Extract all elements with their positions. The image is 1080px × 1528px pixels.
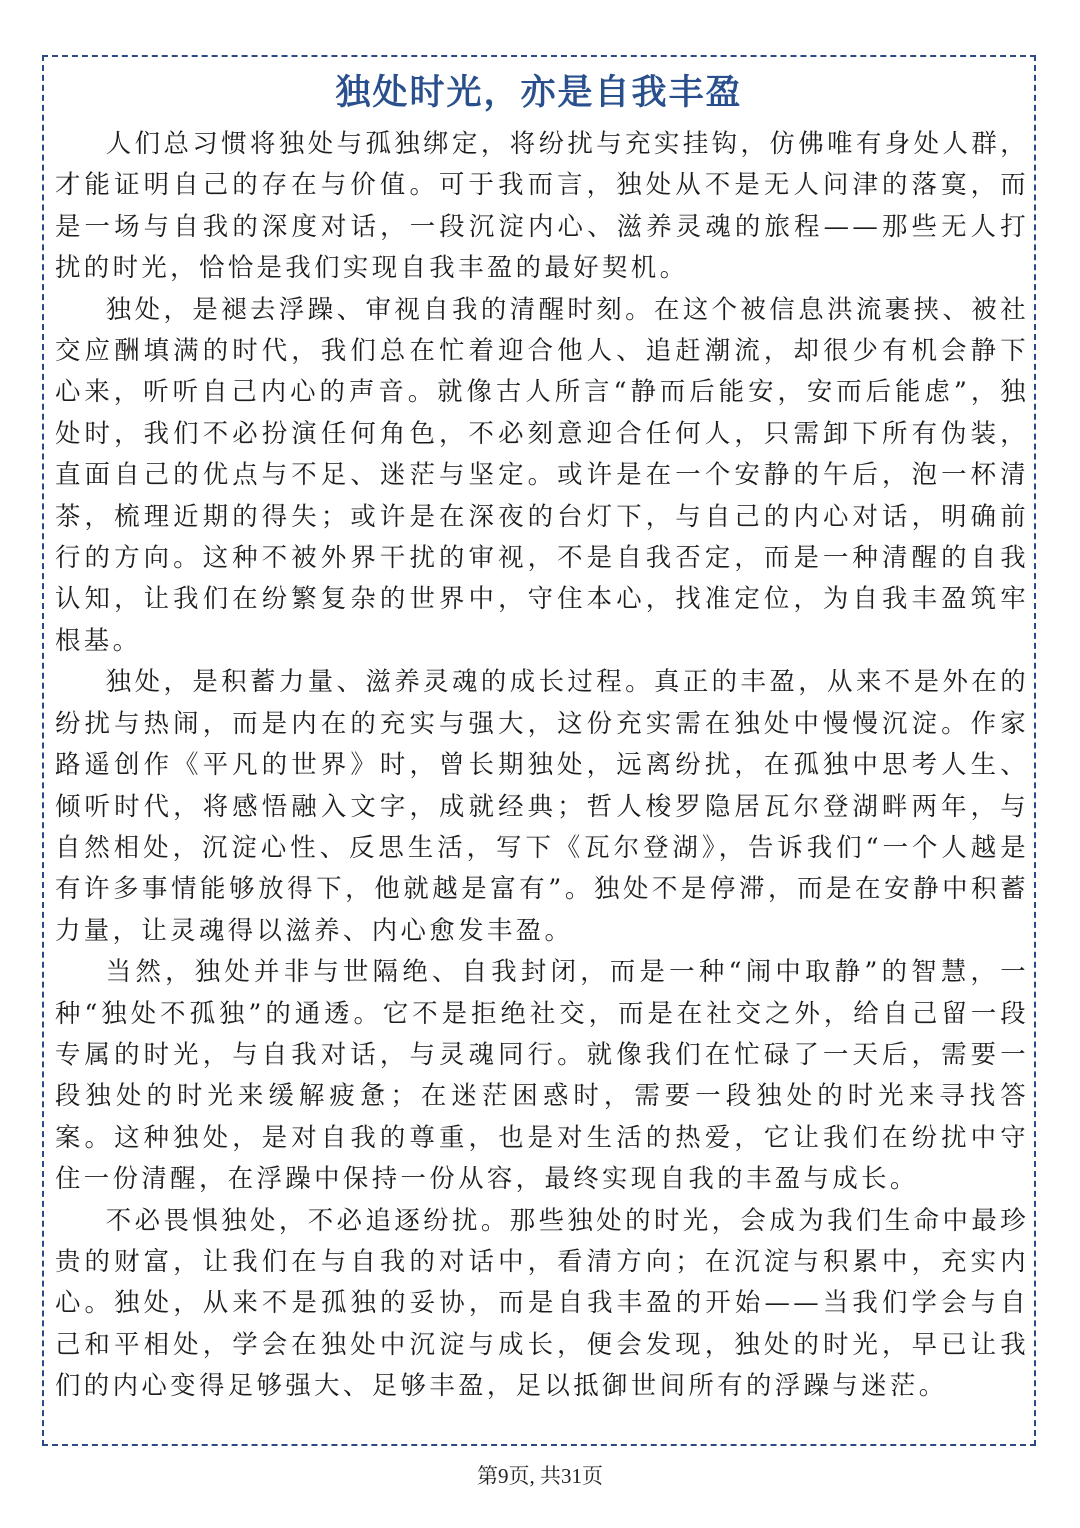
paragraph-1: 人们总习惯将独处与孤独绑定，将纷扰与充实挂钩，仿佛唯有身处人群，才能证明自己的存在与价值。可于我而言，独处从不是无人问津的落寞，而是一场与自我的深度对话，一段沉淀内心、滋养灵魂的旅程——那些无人打扰的时光，恰恰是我们实现自我丰盈的最好契机。 [55,128,1029,283]
paragraph-5: 不必畏惧独处，不必追逐纷扰。那些独处的时光，会成为我们生命中最珍贵的财富，让我们在与自我的对话中，看清方向；在沉淀与积累中，充实内心。独处，从来不是孤独的妥协，而是自我丰盈的开始——当我们学会与自己和平相处，学会在独处中沉淀与成长，便会发现，独处的时光，早已让我们的内心变得足够强大、足够丰盈，足以抵御世间所有的浮躁与迷茫。 [55,1204,1029,1401]
article-body [55,123,1029,1407]
paragraph-2: 独处，是褪去浮躁、审视自我的清醒时刻。在这个被信息洪流裹挟、被社交应酬填满的时代，我们总在忙着迎合他人、追赶潮流，却很少有机会静下心来，听听自己内心的声音。就像古人所言“静而后能安，安而后能虑”，独处时，我们不必扮演任何角色，不必刻意迎合任何人，只需卸下所有伪装，直面自己的优点与不足、迷茫与坚定。或许是在一个安静的午后，泡一杯清茶，梳理近期的得失；或许是在深夜的台灯下，与自己的内心对话，明确前行的方向。这种不被外界干扰的审视，不是自我否定，而是一种清醒的自我认知，让我们在纷繁复杂的世界中，守住本心，找准定位，为自我丰盈筑牢根基。 [55,293,1029,655]
page-border-frame [42,55,1036,1446]
paragraph-4: 当然，独处并非与世隔绝、自我封闭，而是一种“闹中取静”的智慧，一种“独处不孤独”的通透。它不是拒绝社交，而是在社交之外，给自己留一段专属的时光，与自我对话，与灵魂同行。就像我们在忙碌了一天后，需要一段独处的时光来缓解疲惫；在迷茫困惑时，需要一段独处的时光来寻找答案。这种独处，是对自我的尊重，也是对生活的热爱，它让我们在纷扰中守住一份清醒，在浮躁中保持一份从容，最终实现自我的丰盈与成长。 [55,956,1029,1194]
paragraph-3: 独处，是积蓄力量、滋养灵魂的成长过程。真正的丰盈，从来不是外在的纷扰与热闹，而是内在的充实与强大，这份充实需在独处中慢慢沉淀。作家路遥创作《平凡的世界》时，曾长期独处，远离纷扰，在孤独中思考人生、倾听时代，将感悟融入文字，成就经典；哲人梭罗隐居瓦尔登湖畔两年，与自然相处，沉淀心性、反思生活，写下《瓦尔登湖》，告诉我们“一个人越是有许多事情能够放得下，他就越是富有”。独处不是停滞，而是在安静中积蓄力量，让灵魂得以滋养、内心愈发丰盈。 [55,666,1029,945]
page-number-footer: 第9页, 共31页 [477,1464,603,1488]
page-title: 独处时光，亦是自我丰盈 [335,73,743,113]
